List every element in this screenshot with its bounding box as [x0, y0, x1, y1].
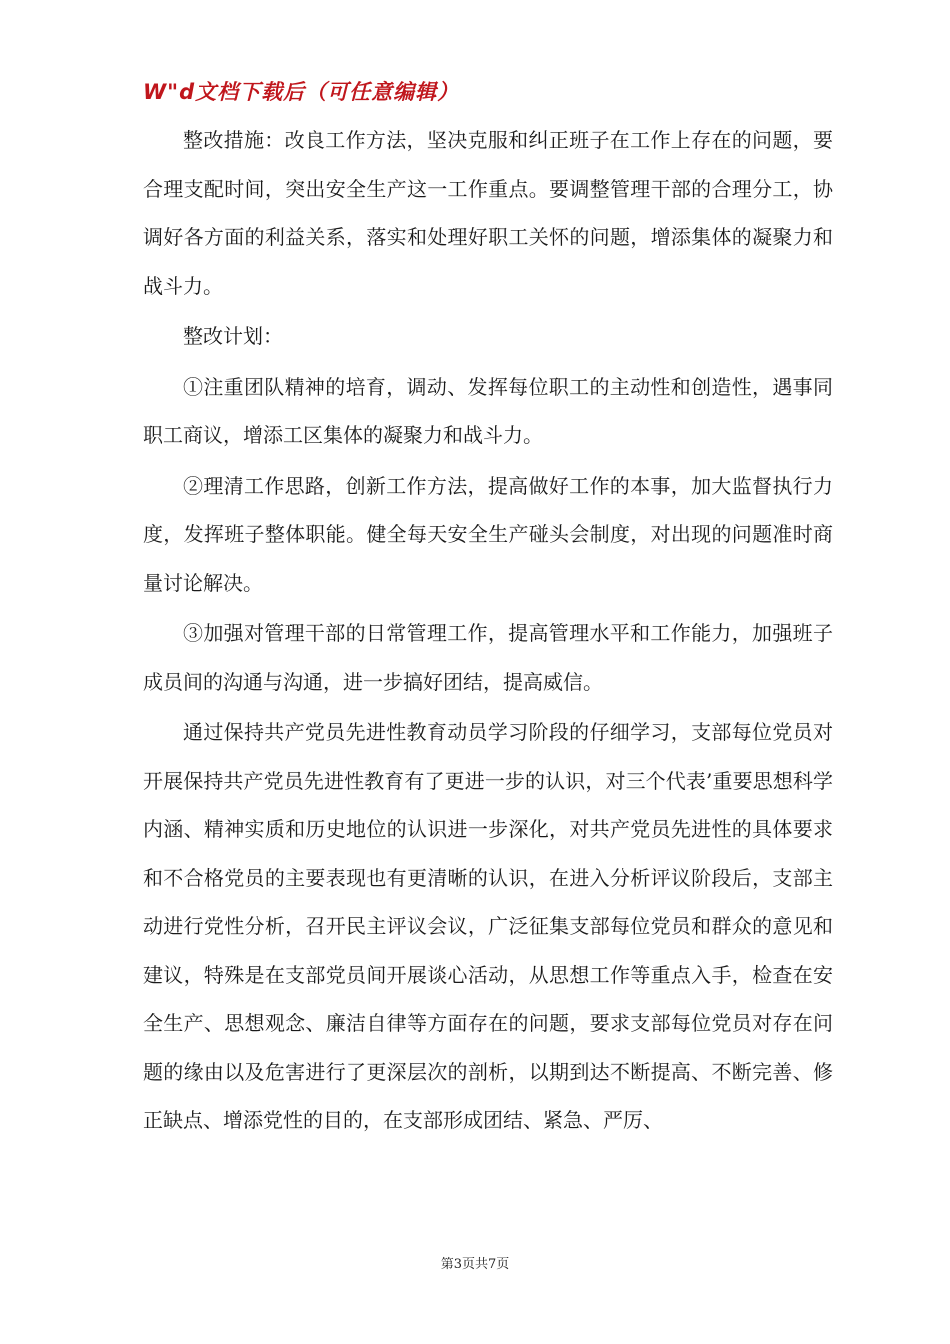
paragraph-plan-item-3: ③加强对管理干部的日常管理工作，提高管理水平和工作能力，加强班子成员间的沟通与沟通，进一步搞好团结，提高威信。 [143, 621, 833, 694]
document-body [143, 116, 833, 1145]
paragraph-rectification-measures: 整改措施：改良工作方法，坚决克服和纠正班子在工作上存在的问题，要合理支配时间，突出安全生产这一工作重点。要调整管理干部的合理分工，协调好各方面的利益关系，落实和处理好职工关怀的问题，增添集体的凝聚力和战斗力。 [143, 128, 833, 298]
paragraph-party-education: 通过保持共产党员先进性教育动员学习阶段的仔细学习，支部每位党员对开展保持共产党员先进性教育有了更进一步的认识，对三个代表’重要思想科学内涵、精神实质和历史地位的认识进一步深化，对共产党员先进性的具体要求和不合格党员的主要表现也有更清晰的认识，在进入分析评议阶段后，支部主动进行党性分析，召开民主评议会议，广泛征集支部每位党员和群众的意见和建议，特殊是在支部党员间开展谈心活动，从思想工作等重点入手，检查在安全生产、思想观念、廉洁自律等方面存在的问题，要求支部每位党员对存在问题的缘由以及危害进行了更深层次的剖析，以期到达不断提高、不断完善、修正缺点、增添党性的目的，在支部形成团结、紧急、严厉、 [143, 720, 833, 1132]
header-watermark-title: W"d文档下载后（可任意编辑） [143, 80, 460, 104]
paragraph-rectification-plan-heading: 整改计划： [183, 324, 283, 348]
paragraph-plan-item-1: ①注重团队精神的培育，调动、发挥每位职工的主动性和创造性，遇事同职工商议，增添工区集体的凝聚力和战斗力。 [143, 374, 833, 447]
page-number-footer: 第3页共7页 [440, 1257, 510, 1272]
paragraph-plan-item-2: ②理清工作思路，创新工作方法，提高做好工作的本事，加大监督执行力度，发挥班子整体职能。健全每天安全生产碰头会制度，对出现的问题准时商量讨论解决。 [143, 473, 833, 595]
